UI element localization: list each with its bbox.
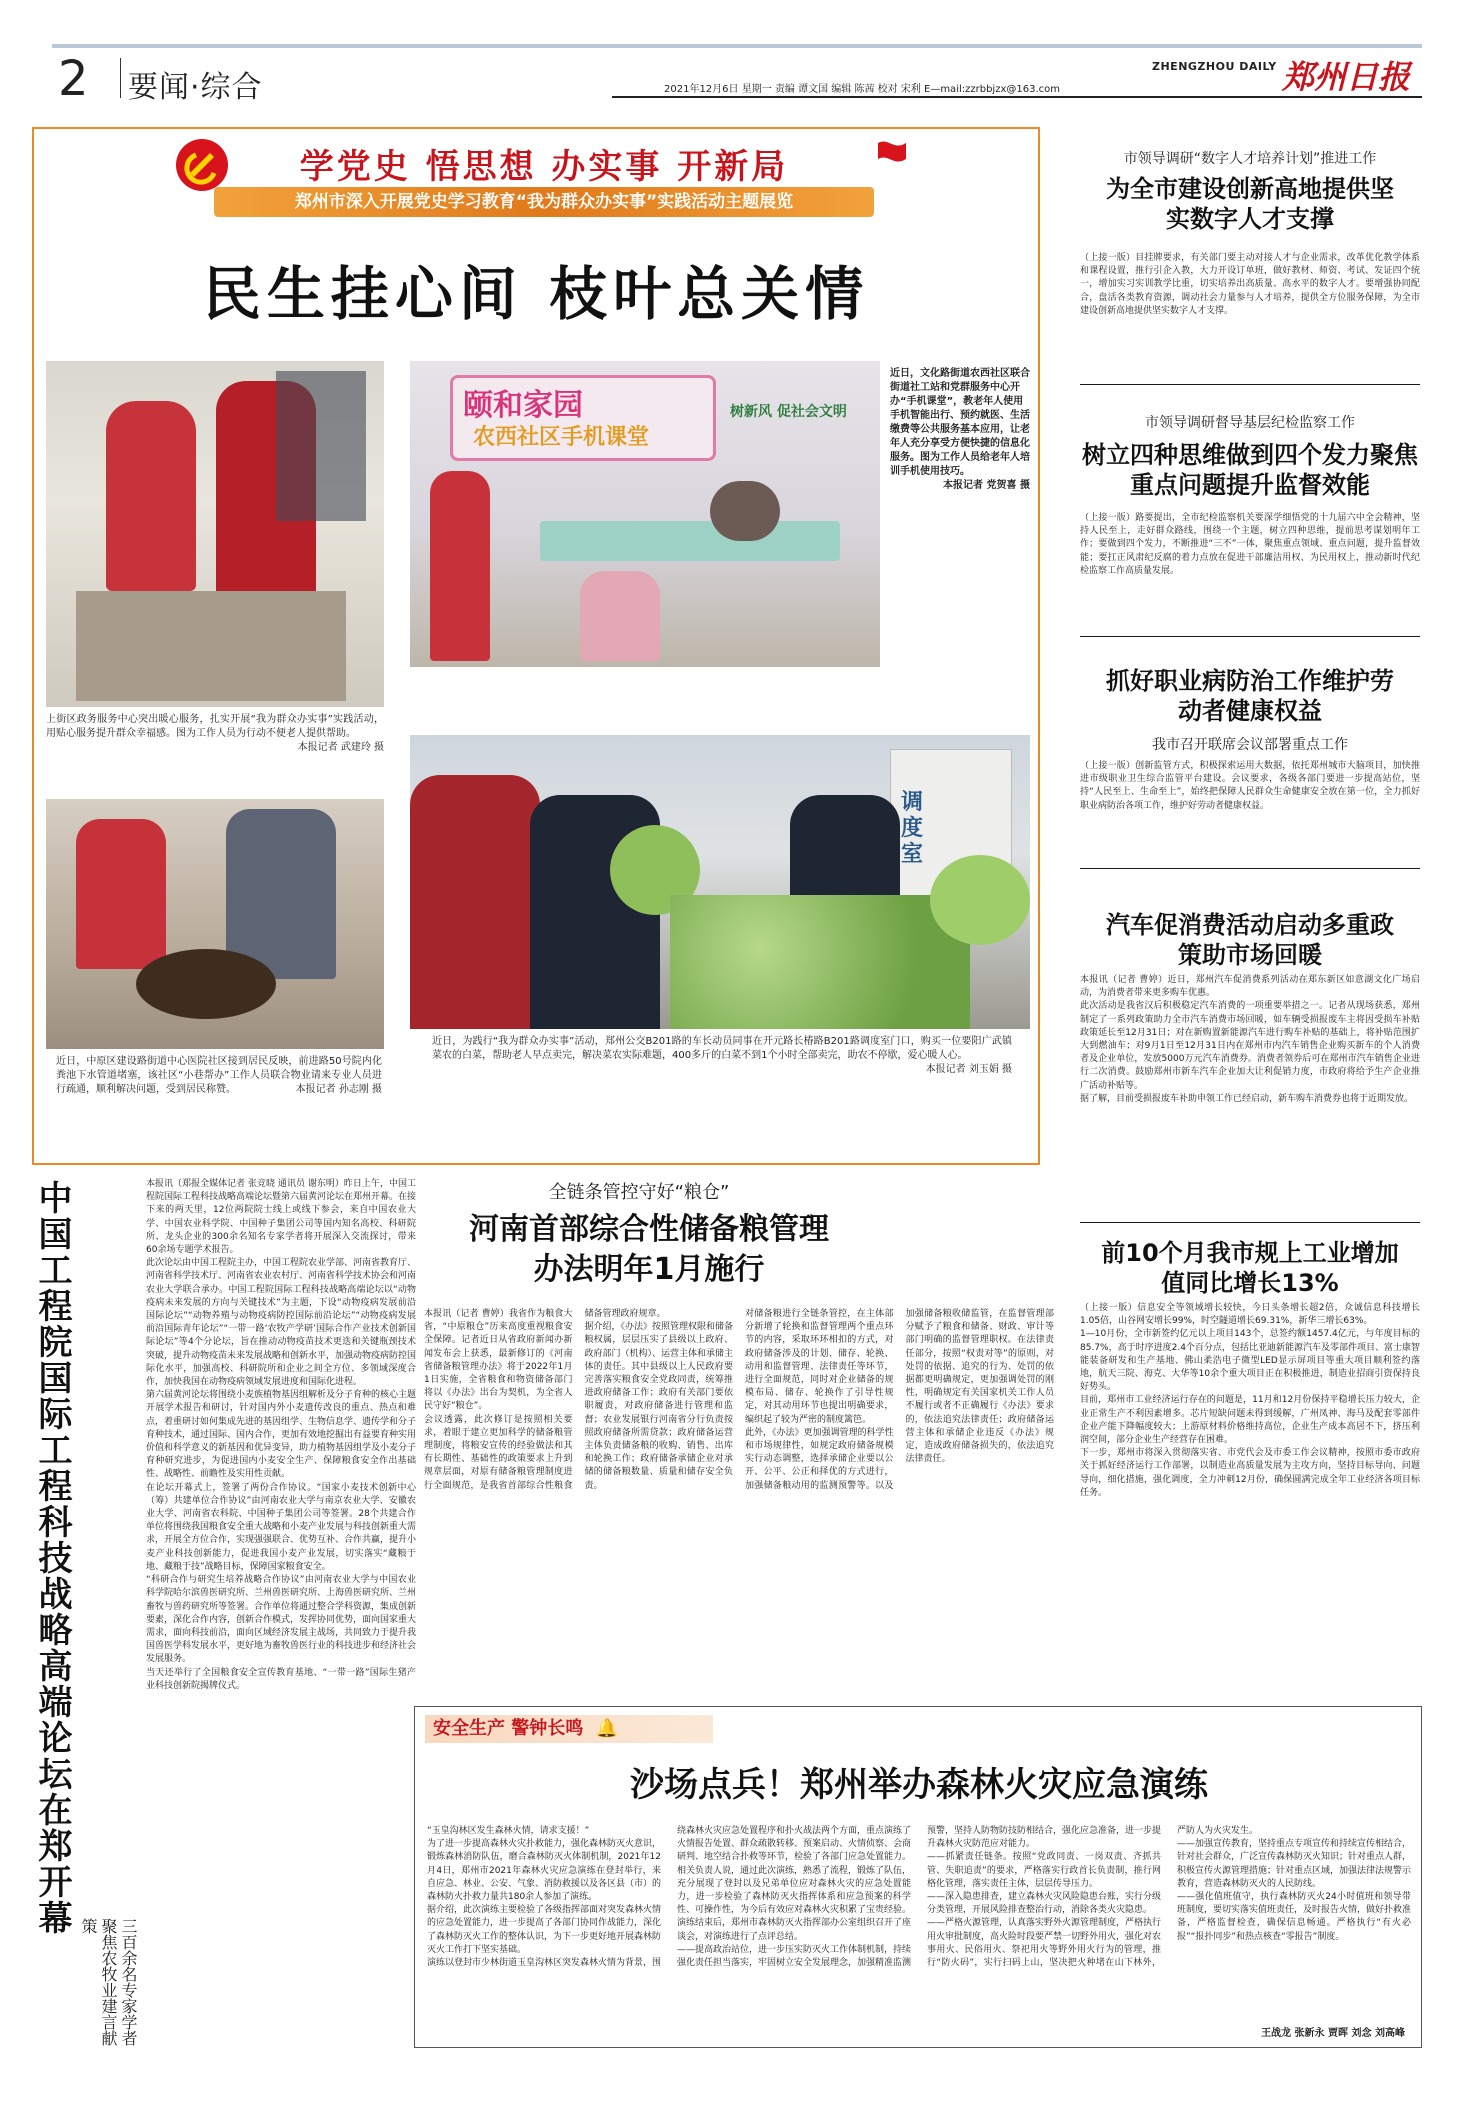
feature-box bbox=[32, 127, 1040, 1165]
wall-slogan: 树新风 促社会文明 bbox=[730, 404, 847, 420]
r1-body: （上接一版）目挂牌要求，有关部门要主动对接人才与企业需求，改革优化教学体系和课程设置，推行引企入教，大力开设订单班，做好教材、师资、考试、发证四个统一，增加实习实训教学比重，切实培养出高质量、高水平的数字人才。要增强协同配合，盘活各类教育资源，调动社会力量参与人才培养，提供全方位服务保障，为全市建设创新高地提供坚实数字人才支撑。 bbox=[1080, 253, 1420, 316]
r4-title: 汽车促消费活动启动多重政策助市场回暖 bbox=[1106, 911, 1394, 969]
photo2-credit: 本报记者 党贺喜 摄 bbox=[943, 480, 1030, 491]
photo2-caption-text: 近日，文化路街道农西社区联合街道社工站和党群服务中心开办“手机课堂”，教老年人使用手机智能出行、预约就医、生活缴费等公共服务基本应用，让老年人充分享受方便快捷的信息化服务。图为工作人员给老年人培训手机使用技巧。 bbox=[890, 368, 1030, 477]
banner-slogan: 学党史 悟思想 办实事 开新局 bbox=[299, 147, 789, 187]
r2-rule bbox=[1080, 636, 1420, 637]
photo1-credit: 本报记者 武建玲 摄 bbox=[297, 742, 384, 753]
grain-article bbox=[424, 1178, 1064, 1678]
class-sign-sub: 农西社区手机课堂 bbox=[473, 425, 650, 450]
forum-subtitle-vertical: 三百余名专家学者聚焦农牧业建言献策 bbox=[79, 1918, 138, 2046]
banner-subtitle: 郑州市深入开展党史学习教育“我为群众办实事”实践活动主题展览 bbox=[214, 187, 874, 217]
dispatch-sign: 调度室 bbox=[901, 790, 924, 867]
issue-date: 2021年12月6日 星期一 bbox=[664, 84, 772, 95]
masthead bbox=[52, 44, 1422, 114]
photo-phone-class bbox=[410, 361, 880, 667]
safety-byline: 王战龙 张新永 贾晖 刘念 刘高峰 bbox=[1261, 2028, 1405, 2039]
r4-body: 本报讯（记者 曹婷）近日，郑州汽车促消费系列活动在郑东新区如意湖文化广场启动，为消费者带来更多购车优惠。 此次活动是我省汉后积极稳定汽车消费的一项重要举措之一。记者从现场获悉，郑州制定了一系列政策助力全市汽车消费市场回暖，如车辆受损报废车主将因受损车补贴政策延长至12月31日；对在新购置新能源汽车进行购车补贴的基础上，将补贴范围扩大到燃油车；对9月1日至12月31日内在郑州市内汽车销售企业购买新车的个人消费者及企业单位，发放5000万元汽车消费券。消费者领券后可在郑州市汽车销售企业进行二次消费。鼓励郑州市新车汽车企业加大让利促销力度，市政府将给予生产企业推广活动补贴等。 据了解，目前受损报废车补助申领工作已经启动，新车购车消费券也将于近期发放。 bbox=[1080, 975, 1420, 1104]
photo4-caption-text: 近日，为践行“我为群众办实事”活动，郑州公交B201路的车长动员同事在开元路长椿路B201路调度室门口，购买一位要阳广武镇菜农的白菜，帮助老人早点卖完，解决菜农实际难题，400多斤的白菜不到1个小时全部卖完，助农不停歇，爱心暖人心。 bbox=[432, 1036, 1012, 1061]
r3-body: （上接一版）创新监管方式，积极探索运用大数据，依托郑州城市大脑项目，加快推进市级职业卫生综合监管平台建设。会议要求，各级各部门要进一步提高站位，坚持“人民至上、生命至上”，始终把保障人民群众生命健康安全放在第一位，全力抓好职业病防治各项工作，维护好劳动者健康权益。 bbox=[1080, 761, 1420, 811]
class-sign-main: 颐和家园 bbox=[463, 388, 583, 423]
photo4-caption bbox=[432, 1035, 1012, 1077]
r2-title: 树立四种思维做到四个发力聚焦重点问题提升监督效能 bbox=[1082, 441, 1418, 499]
safety-banner bbox=[425, 1715, 713, 1743]
photo1-caption bbox=[46, 713, 384, 755]
photo-sewer-repair bbox=[46, 799, 384, 1049]
safety-box bbox=[414, 1706, 1422, 2048]
masthead-bottom-rule bbox=[612, 96, 1422, 98]
photo3-caption-text: 近日，中原区建设路街道中心医院社区接到居民反映，前进路50号院内化粪池下水管道堵塞，该社区“小巷帮办”工作人员联合物业请来专业人员进行疏通，顺利解决问题，受到居民称赞。 bbox=[56, 1056, 382, 1095]
paper-name-en: ZHENGZHOU DAILY bbox=[1152, 60, 1277, 73]
grain-body: 本报讯（记者 曹婷）我省作为粮食大省，“中原粮仓”历来高度重视粮食安全保障。记者近日从省政府新闻办新闻发布会上获悉，最新修订的《河南省储备粮管理办法》将于2022年1月1日实施，全省粮食和物资储备部门将以《办法》出台为契机，为全省人民守好“粮仓”。 会议透露，此次修订是按照相关要求，着眼于建立更加科学的储备粮管理制度，将粮安宣传的经验做法和其有长期性、基础性的政策要求上升到规章层面，对原有储备粮管理制度进行全面规范，是我省首部综合性粮食储备管理政府规章。 据介绍，《办法》按照管理权限和储备粮权属，层层压实了县级以上政府、政府部门（机构）、运营主体和承储主体的责任。其中县级以上人民政府要完善落实粮食安全党政同责，统筹推进政府储备工作；政府有关部门要依职履责，对政府储备进行管理和监督；农业发展银行河南省分行负责按照政府储备所需贷款；政府储备运营主体负责储备粮的收购、销售、出库和轮换工作；政府储备承储企业对承储的储备粮数量、质量和储存安全负责。 对储备粮进行全链条管控，在主体部分新增了轮换和监督管理两个重点环节的内容，采取环环相扣的方式，对政府储备涉及的计划、储存、轮换、动用和监督管理、法律责任等环节，进行全面规范，同时对企业储备的规模布局、储存、轮换作了引导性规定，对其动用环节也提出明确要求，编织起了较为严密的制度篱笆。 此外，《办法》更加强调管理的科学性和市场规律性，如规定政府储备规模实行动态调整，选择承储企业要以公开、公平、公正和择优的方式进行，加强储备粮动用的监测预警等。以及加强储备粮收储监管，在监督管理部分赋予了粮食和储备、财政、审计等部门明确的监督管理职权。在法律责任部分，按照“权责对等”的原则，对处罚的依据、追究的行为、处罚的依据都更明确规定，更加强调处罚的刚性，明确规定有关国家机关工作人员不履行或者不正确履行《办法》要求的，依法追究法律责任；政府储备运营主体和承储企业违反《办法》规定，造成政府储备损失的，依法追究法律责任。 bbox=[424, 1309, 1054, 1491]
paper-logo: 郑州日报 bbox=[1282, 58, 1411, 96]
party-emblem-icon bbox=[174, 137, 230, 193]
grain-kicker: 全链条管控守好“粮仓” bbox=[548, 1182, 730, 1203]
grain-title: 河南首部综合性储备粮管理办法明年1月施行 bbox=[469, 1212, 829, 1287]
r4-rule bbox=[1080, 1222, 1420, 1223]
photo3-credit: 本报记者 孙志刚 摄 bbox=[295, 1084, 382, 1095]
r5-body: （上接一版）信息安全等领域增长较快，今日头条增长超2倍，众诚信息科技增长1.05倍，山谷网安增长99%，时空隧道增长69.31%，新华三增长63%。 1—10月份，全市新签约亿元以上项目143个，总签约额1457.4亿元，与年度目标的85.7%，高于时序进度2.4个百分点，包括比亚迪新能源汽车及零部件项目、富士康智能装备研发和生产基地、佛山柔浩电子微型LED显示屏项目等重大项目顺利签约落地，航天三院、海克、大华等10余个重大项目正在积极推进，制造业招商引资保持良好势头。 目前，郑州市工业经济运行存在的问题是，11月和12月份保持平稳增长压力较大，企业正常生产不利因素增多。芯片短缺问题未得到缓解，广州凤神、海马及配套零部件企业产能下降幅度较大；上游原材料价格维持高位，企业生产成本高居不下，挤压利润空间，部分企业生产经营存在困难。 下一步，郑州市将深入贯彻落实省、市党代会及市委工作会议精神，按照市委市政府关于抓好经济运行工作部署，以制造业高质量发展为主攻方向，坚持目标导向、问题导向，细化措施，强化调度，全力冲刺12月份，确保圆满完成全年工业经济各项目标任务。 bbox=[1080, 1303, 1420, 1498]
right-column bbox=[1080, 148, 1420, 1708]
issue-staff: 责编 谭文国 编辑 陈茜 校对 宋利 bbox=[774, 84, 921, 95]
flag-icon bbox=[874, 137, 910, 173]
issue-email: E—mail:zzrbbjzx@163.com bbox=[924, 84, 1060, 95]
forum-article bbox=[34, 1178, 416, 2048]
r3-rule bbox=[1080, 868, 1420, 869]
top-rule bbox=[52, 44, 1422, 48]
r5-title: 前10个月我市规上工业增加值同比增长13% bbox=[1101, 1239, 1399, 1297]
forum-title: 中国工程院国际工程科技战略高端论坛在郑开幕 bbox=[32, 1180, 72, 1936]
safety-title: 沙场点兵！郑州举办森林火灾应急演练 bbox=[630, 1765, 1208, 1805]
r2-body: （上接一版）路要提出，全市纪检监察机关要深学细悟党的十九届六中全会精神，坚持人民至上，走好群众路线，围绕一个主题，树立四种思维，提前思考谋划明年工作；要做到四个发力，不断推进“三不”一体，聚焦重点领域、重点问题，提升监督效能；要扛正风肃纪反腐的着力点放在促进干部廉洁用权、为民用权上，推动新时代纪检监察工作高质量发展。 bbox=[1080, 513, 1420, 576]
issue-line bbox=[664, 80, 1060, 95]
r3-title: 抓好职业病防治工作维护劳动者健康权益 bbox=[1106, 667, 1394, 725]
party-banner bbox=[184, 135, 896, 231]
photo3-caption bbox=[56, 1055, 382, 1097]
r1-kicker: 市领导调研“数字人才培养计划”推进工作 bbox=[1123, 151, 1377, 167]
masthead-divider bbox=[120, 58, 121, 98]
r3-subtitle: 我市召开联席会议部署重点工作 bbox=[1152, 737, 1348, 753]
photo-service-center bbox=[46, 361, 384, 707]
page-number: 2 bbox=[58, 51, 89, 107]
safety-body: “玉皇沟林区发生森林火情，请求支援！” 为了进一步提高森林火灾扑救能力，强化森林防灭火意识，锻炼森林消防队伍，磨合森林防灭火体制机制，2021年12月4日，郑州市2021年森林火灾应急演练在登封举行，来自应急、林业、公安、气象、消防救援以及各区县（市）的森林防火扑救力量共180余人参加了演练。 据介绍，此次演练主要检验了各级指挥部面对突发森林火情的应急处置能力，进一步提高了各部门协同作战能力，深化了森林防灭火工作的整体认识，为下一步更好地开展森林防灭火工作打下坚实基础。 演练以登封市少林街道玉皇沟林区突发森林火情为背景，围绕森林火灾应急处置程序和扑火战法两个方面，重点演练了火情报告处置、群众疏散转移、预案启动、火情侦察、会商研判、地空结合扑救等环节，检验了各部门应急处置能力。 相关负责人说，通过此次演练，熟悉了流程，锻炼了队伍，充分展现了登封以及兄弟单位应对森林火灾的应急处置能力，进一步检验了森林防灭火指挥体系和应急预案的科学性、可操作性，为今后有效应对森林火灾积累了宝贵经验。 演练结束后，郑州市森林防灭火指挥部办公室组织召开了座谈会，对演练进行了点评总结。 ——提高政治站位，进一步压实防灭火工作体制机制，持续强化责任担当落实，牢固树立安全发展理念，加强精准监测预警，坚持人防物防技防相结合，强化应急准备，进一步提升森林火灾防范应对能力。 ——抓紧责任链条。按照“党政同责、一岗双责、齐抓共管、失职追责”的要求，严格落实行政首长负责制，推行网格化管理，落实责任主体，层层传导压力。 ——深入隐患排查，建立森林火灾风险隐患台账，实行分级分类管理，开展风险排查整治行动，消除各类火灾隐患。 ——严格火源管理，认真落实野外火源管理制度，严格执行用火审批制度，高火险时段要严禁一切野外用火，强化对农事用火、民俗用火、祭祀用火等野外用火行为的管理，推行“防火码”，实行扫码上山，坚决把火种堵在山下林外，严防人为火灾发生。 ——加强宣传教育，坚持重点专项宣传和持续宣传相结合，针对社会群众，广泛宣传森林防灭火知识；针对重点人群，积极宣传火源管理措施；针对重点区域，加强法律法规警示教育，营造森林防灭火的人民防线。 ——强化值班值守，执行森林防灭火24小时值班和领导带班制度，要切实落实值班责任，及时报告火情，做好扑救准备，严格监督检查，确保信息畅通。严格执行“有火必报”“报扑同步”和热点核查“零报告”制度。 bbox=[427, 1826, 1412, 1969]
section-name: 要闻·综合 bbox=[128, 70, 263, 105]
feature-title: 民生挂心间 枝叶总关情 bbox=[202, 260, 870, 328]
photo-cabbage-sale bbox=[410, 735, 1030, 1029]
bell-icon: 🔔 bbox=[595, 1718, 618, 1739]
photo1-caption-text: 上街区政务服务中心突出暖心服务，扎实开展“我为群众办实事”实践活动，用贴心服务提升群众幸福感。图为工作人员为行动不便老人提供帮助。 bbox=[46, 714, 384, 739]
photo2-caption bbox=[890, 367, 1030, 493]
r2-kicker: 市领导调研督导基层纪检监察工作 bbox=[1145, 415, 1355, 431]
safety-banner-text: 安全生产 警钟长鸣 bbox=[433, 1718, 584, 1739]
r1-title: 为全市建设创新高地提供坚实数字人才支撑 bbox=[1106, 175, 1394, 233]
r1-rule bbox=[1080, 384, 1420, 385]
photo4-credit: 本报记者 刘玉娟 摄 bbox=[925, 1064, 1012, 1075]
forum-body: 本报讯（郑报全媒体记者 张竞晓 通讯员 谢东明）昨日上午，中国工程院国际工程科技战略高端论坛暨第六届黄河论坛在郑州开幕。在接下来的两天里，12位两院院士线上或线下参会，来自中国农业大学、中国农业科学院、中国种子集团公司等国内知名高校、科研院所、龙头企业的300余名知名专家学者将开展深入交流探讨，带来60余场专题学术报告。 此次论坛由中国工程院主办，中国工程院农业学部、河南省教育厅、河南省科学技术厅、河南省农业农村厅、河南省科学技术协会和河南农业大学联合承办。中国工程院国际工程科技战略高端论坛以“动物疫病未来发展的方向与关键技术”为主题，下设“动物疫病发展前沿国际论坛”“动物养殖与动物疫病防控国际前沿论坛”“动物疫病发展前沿国际青年论坛”“一带一路‘农牧产学研’国际合作产业技术创新国际论坛”等4个分论坛，旨在推动动物疫苗技术更迭和关键瓶颈技术突破，提升动物疫苗未来发展战略和创新水平，加强动物疫病防控国际化水平，加强高校、科研院所和企业之间全方位、多领域深度合作，加快我国在动物疫病领域发展进度和国际化进程。 第六届黄河论坛将围绕小麦族植物基因组解析及分子育种的核心主题开展学术报告和研讨，针对国内外小麦遗传改良的重点、热点和难点，着重研讨如何集成先进的基因组学、生物信息学、遗传学和分子育种技术，通过国际、国内合作，更加有效地挖掘出有益要育种实用价值和科学意义的新基因和优异变异，助力植物基因组学及小麦分子育种研究进步，为促进国内小麦安全生产、保障粮食安全作出基础性、战略性、前瞻性及实用性贡献。 在论坛开幕式上，签署了两份合作协议。“国家小麦技术创新中心（筹）共建单位合作协议”由河南农业大学与南京农业大学、安徽农业大学、河南省农科院、中国种子集团公司等签署。28个共建合作单位将围绕我国粮食安全重大战略和小麦产业发展与科技创新重大需求，开展全方位合作，实现强强联合、优势互补、合作共赢，提升小麦产业科技创新能力，促进我国小麦产业发展，切实落实“藏粮于地、藏粮于技”战略目标，保障国家粮食安全。 “科研合作与研究生培养战略合作协议”由河南农业大学与中国农业科学院哈尔滨兽医研究所、兰州兽医研究所、上海兽医研究所、兰州畜牧与兽药研究所等签署。合作单位将通过整合学科资源，集成创新要素，深化合作内容，创新合作模式，发挥协同优势，面向国家重大需求，面向科技前沿，面向区域经济发展主战场，共同致力于提升我国兽医学科发展水平，更好地为畜牧兽医行业的科技进步和经济社会发展服务。 当天还举行了全国粮食安全宣传教育基地、“一带一路”国际生猪产业科技创新院揭牌仪式。 bbox=[146, 1179, 417, 1691]
